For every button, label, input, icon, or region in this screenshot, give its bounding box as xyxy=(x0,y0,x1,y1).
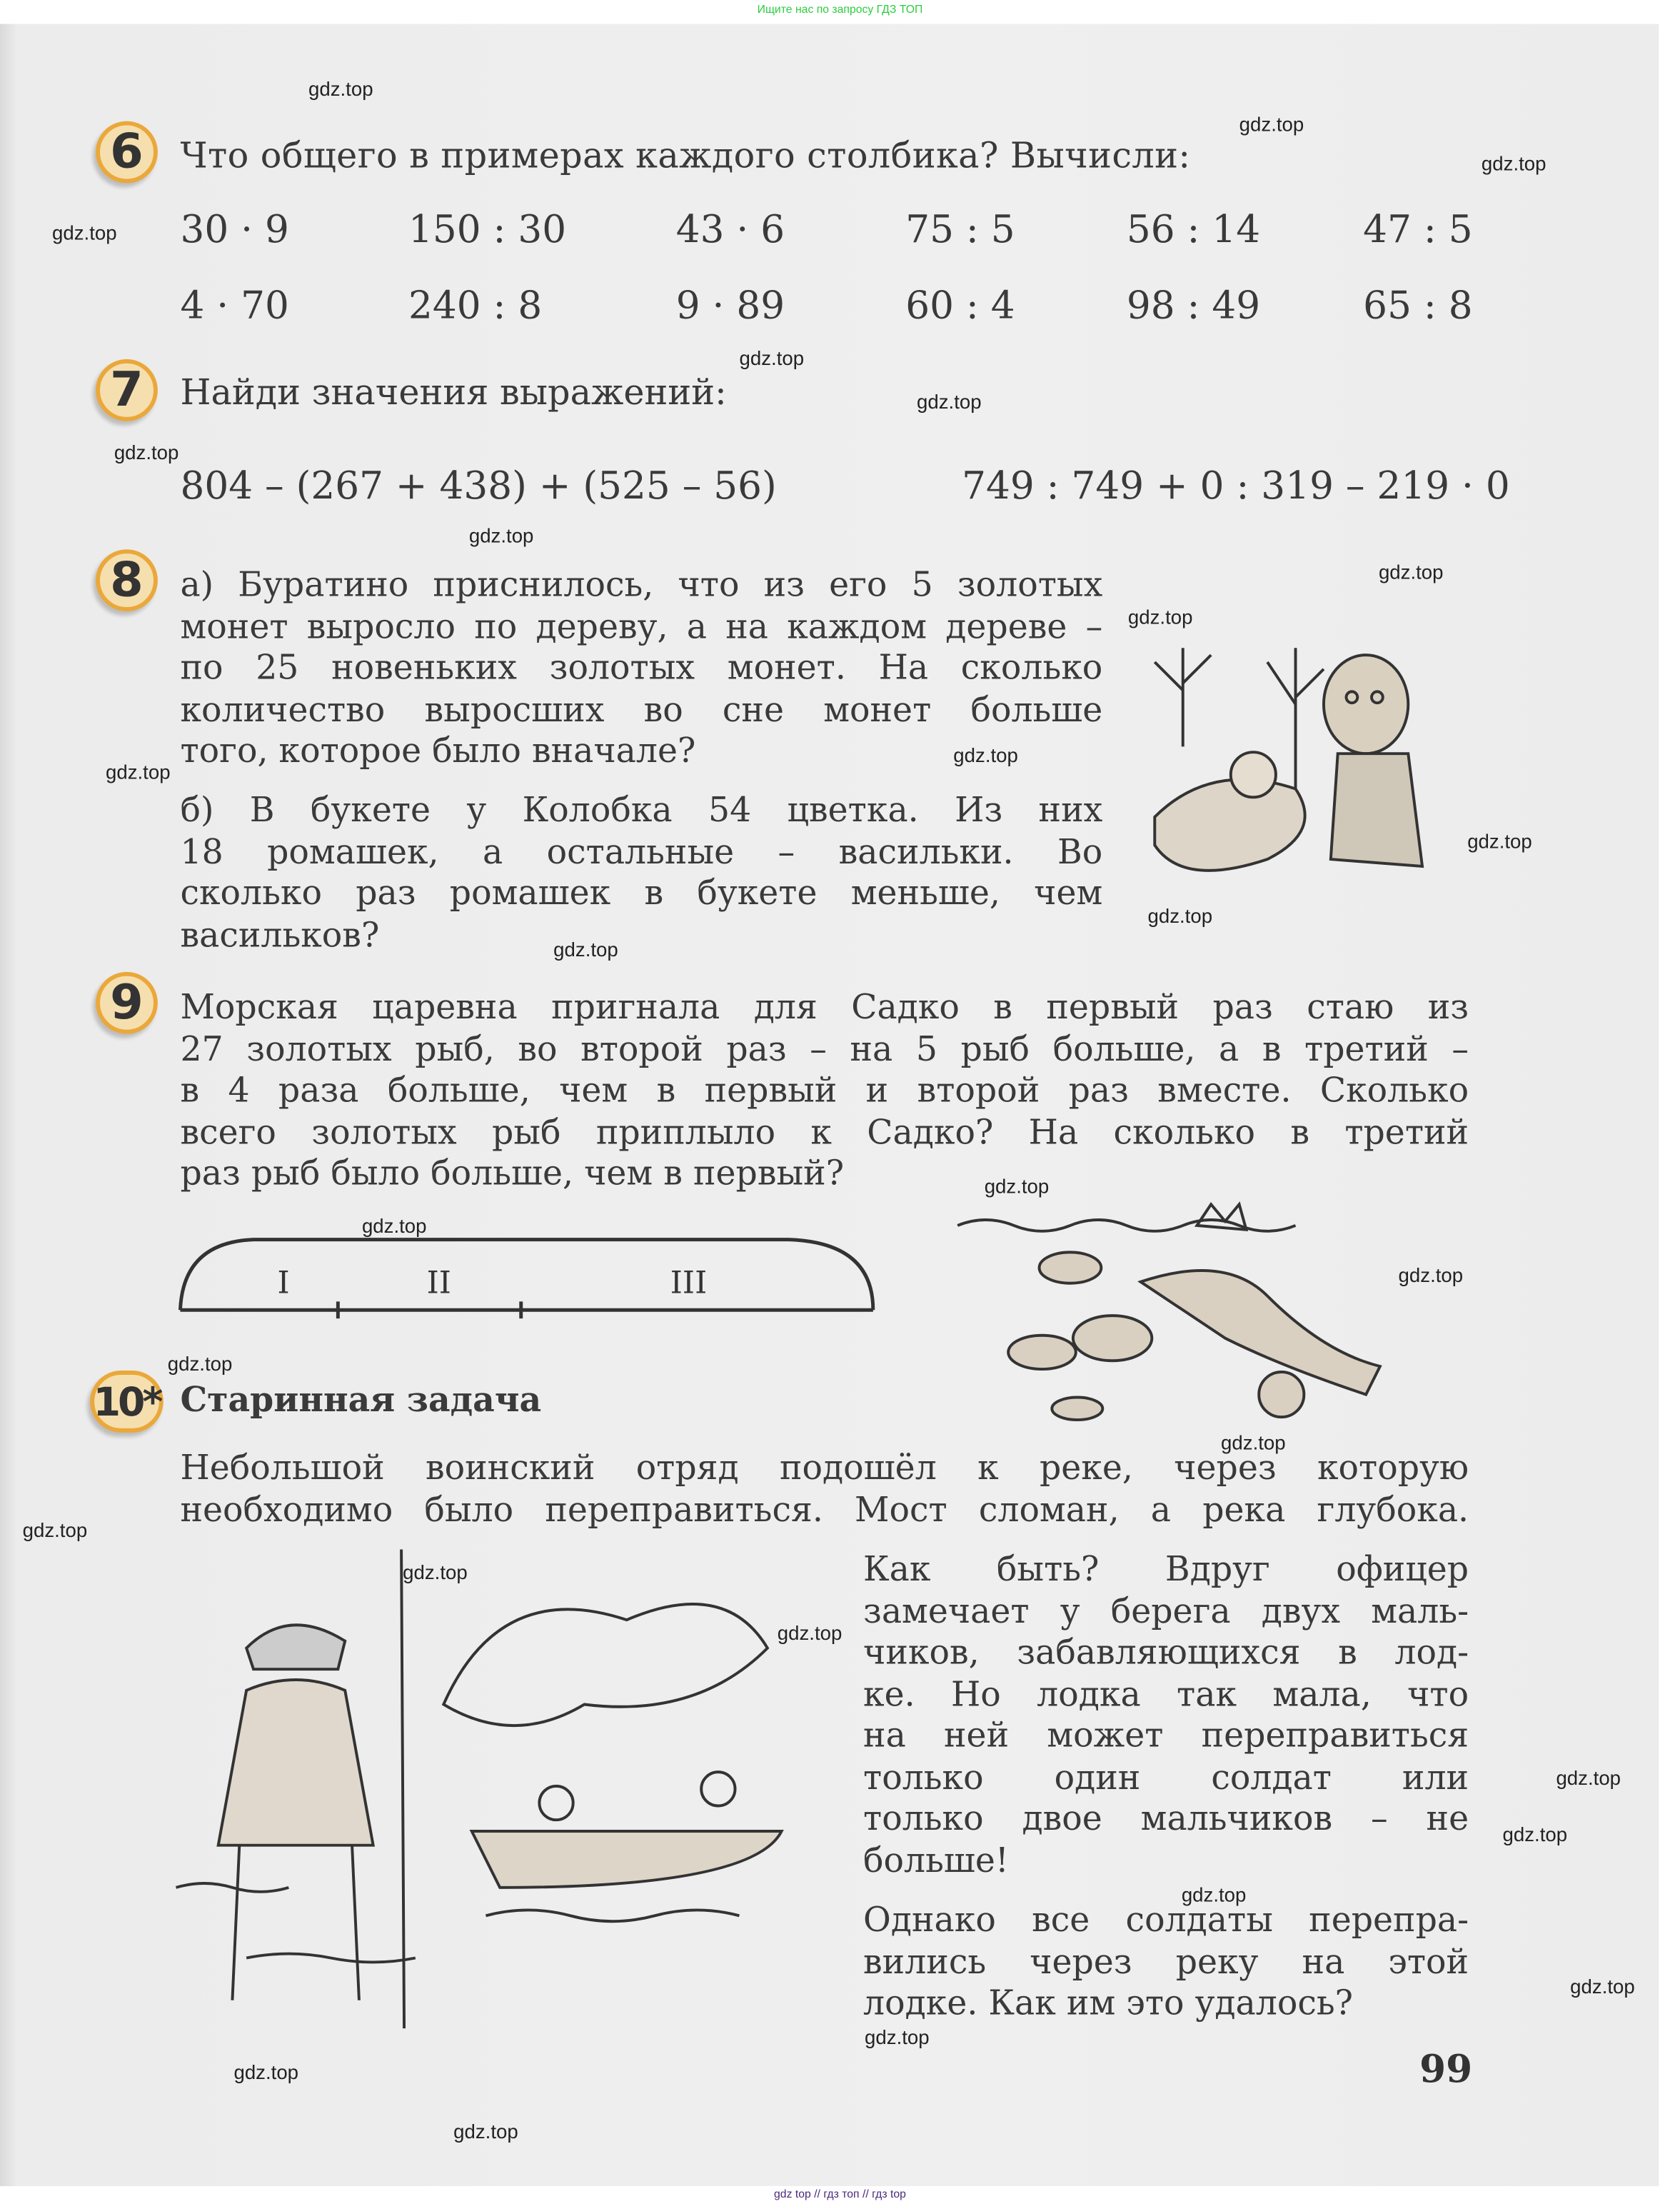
watermark-text: gdz.top xyxy=(114,441,179,464)
segment-diagram xyxy=(169,1226,887,1338)
text-line: только один солдат или xyxy=(863,1757,1469,1797)
text-line: всего золотых рыб приплыло к Садко? На сколько в третий xyxy=(180,1112,1469,1152)
watermark-text: gdz.top xyxy=(308,77,373,101)
segment-label-2: II xyxy=(426,1265,451,1301)
task-6-example: 9 · 89 xyxy=(675,284,785,329)
text-line: Однако все солдаты перепра- xyxy=(863,1900,1469,1940)
watermark-text: gdz.top xyxy=(739,346,805,369)
task-6-example: 30 · 9 xyxy=(180,208,289,253)
task-8b-text xyxy=(180,790,1102,956)
task-7-expression-2: 749 : 749 + 0 : 319 – 219 · 0 xyxy=(962,464,1510,509)
text-line: замечает у берега двух маль- xyxy=(863,1591,1469,1631)
task-6-example: 75 : 5 xyxy=(905,208,1015,253)
watermark-text: gdz.top xyxy=(865,2025,930,2048)
buratino-kolobok-illustration xyxy=(1127,620,1507,901)
watermark-text: gdz.top xyxy=(984,1174,1050,1198)
text-line: количество выросших во сне монет больше xyxy=(180,689,1103,729)
text-line: больше! xyxy=(863,1840,1009,1880)
watermark-text: gdz.top xyxy=(1481,152,1546,175)
task-6-example: 60 : 4 xyxy=(905,284,1015,329)
watermark-text: gdz.top xyxy=(1570,1975,1635,1998)
watermark-text: gdz.top xyxy=(553,938,618,961)
watermark-text: gdz.top xyxy=(1502,1823,1568,1845)
segment-label-3: III xyxy=(670,1265,708,1301)
task-9-text xyxy=(180,988,1469,1196)
watermark-text: gdz.top xyxy=(52,221,117,244)
text-line: монет выросло по дереву, а на каждом дереве – xyxy=(180,606,1103,646)
task-9-badge: 9 xyxy=(96,972,158,1034)
text-line: раз рыб было больше, чем в первый? xyxy=(180,1153,845,1193)
segment-label-1: I xyxy=(277,1265,290,1301)
task-6-example: 65 : 8 xyxy=(1363,284,1473,329)
task-7-expression-1: 804 – (267 + 438) + (525 – 56) xyxy=(180,464,777,509)
watermark-text: gdz.top xyxy=(1556,1766,1621,1789)
task-10-title: Старинная задача xyxy=(180,1378,542,1421)
watermark-text: gdz.top xyxy=(403,1561,468,1583)
text-line: необходимо было переправиться. Мост сломан, а река глубока. xyxy=(180,1489,1469,1529)
text-line: того, которое было вначале? xyxy=(180,731,696,771)
task-7-badge: 7 xyxy=(96,359,158,421)
text-line: а) Буратино приснилось, что из его 5 золотых xyxy=(180,564,1103,605)
watermark-text: gdz.top xyxy=(233,2060,299,2084)
task-6-title: Что общего в примерах каждого столбика? Вычисли: xyxy=(180,135,1191,176)
task-6-example: 47 : 5 xyxy=(1363,208,1473,253)
watermark-text: gdz.top xyxy=(777,1621,842,1644)
watermark-text: gdz.top xyxy=(453,2120,518,2143)
text-line: только двое мальчиков – не xyxy=(863,1798,1469,1838)
watermark-text: gdz.top xyxy=(22,1518,88,1541)
task-6-example: 98 : 49 xyxy=(1126,284,1261,329)
watermark-text: gdz.top xyxy=(1181,1883,1247,1906)
text-line: 27 золотых рыб, во второй раз – на 5 рыб больше, а в третий – xyxy=(180,1028,1469,1068)
watermark-text: gdz.top xyxy=(167,1352,233,1375)
task-6-badge: 6 xyxy=(96,121,158,184)
watermark-text: gdz.top xyxy=(361,1214,427,1237)
footer-links[interactable]: gdz top // гдз топ // гдз top xyxy=(774,2187,906,2200)
watermark-text: gdz.top xyxy=(1398,1263,1464,1286)
text-line: на ней может переправиться xyxy=(863,1715,1469,1755)
task-10-question xyxy=(863,1900,1469,2025)
task-6-example: 150 : 30 xyxy=(408,208,567,253)
text-line: чиков, забавляющихся в лод- xyxy=(863,1632,1469,1673)
task-6-example: 43 · 6 xyxy=(675,208,785,253)
task-6-example: 4 · 70 xyxy=(180,284,289,329)
watermark-text: gdz.top xyxy=(1378,560,1444,583)
task-8-badge: 8 xyxy=(96,549,158,611)
text-line: Небольшой воинский отряд подошёл к реке, через которую xyxy=(180,1448,1469,1488)
task-6-example: 240 : 8 xyxy=(408,284,543,329)
task-10-intro xyxy=(180,1448,1469,1531)
watermark-text: gdz.top xyxy=(105,761,171,783)
text-line: Морская царевна пригнала для Садко в первый раз стаю из xyxy=(180,987,1469,1027)
task-7-title: Найди значения выражений: xyxy=(180,371,727,413)
watermark-text: gdz.top xyxy=(1467,829,1532,853)
watermark-text: gdz.top xyxy=(953,743,1018,766)
text-line: Как быть? Вдруг офицер xyxy=(863,1549,1469,1589)
watermark-text: gdz.top xyxy=(1239,112,1304,136)
page-number: 99 xyxy=(1419,2048,1473,2092)
watermark-text: gdz.top xyxy=(1221,1431,1286,1454)
task-10-badge: 10* xyxy=(90,1371,164,1433)
text-line: лодке. Как им это удалось? xyxy=(863,1983,1354,2023)
text-line: 18 ромашек, а остальные – васильки. Во xyxy=(180,831,1103,871)
text-line: б) В букете у Колобка 54 цветка. Из них xyxy=(180,790,1103,830)
text-line: ке. Но лодка так мала, что xyxy=(863,1674,1469,1714)
task-10-column-text xyxy=(863,1550,1469,1882)
text-line: сколько раз ромашек в букете меньше, чем xyxy=(180,873,1103,913)
task-8a-text xyxy=(180,565,1102,773)
task-6-example: 56 : 14 xyxy=(1126,208,1261,253)
text-line: васильков? xyxy=(180,915,380,955)
sea-princess-fish-illustration xyxy=(943,1197,1422,1436)
watermark-text: gdz.top xyxy=(1147,904,1213,927)
watermark-text: gdz.top xyxy=(1127,606,1193,628)
text-line: по 25 новеньких золотых монет. На сколько xyxy=(180,648,1103,688)
search-banner[interactable]: Ищите нас по запросу ГДЗ ТОП xyxy=(757,2,923,16)
watermark-text: gdz.top xyxy=(917,390,982,413)
watermark-text: gdz.top xyxy=(468,524,534,547)
text-line: в 4 раза больше, чем в первый и второй раз вместе. Сколько xyxy=(180,1070,1469,1111)
soldier-boat-illustration xyxy=(162,1536,852,2043)
text-line: вились через реку на этой xyxy=(863,1941,1469,1982)
